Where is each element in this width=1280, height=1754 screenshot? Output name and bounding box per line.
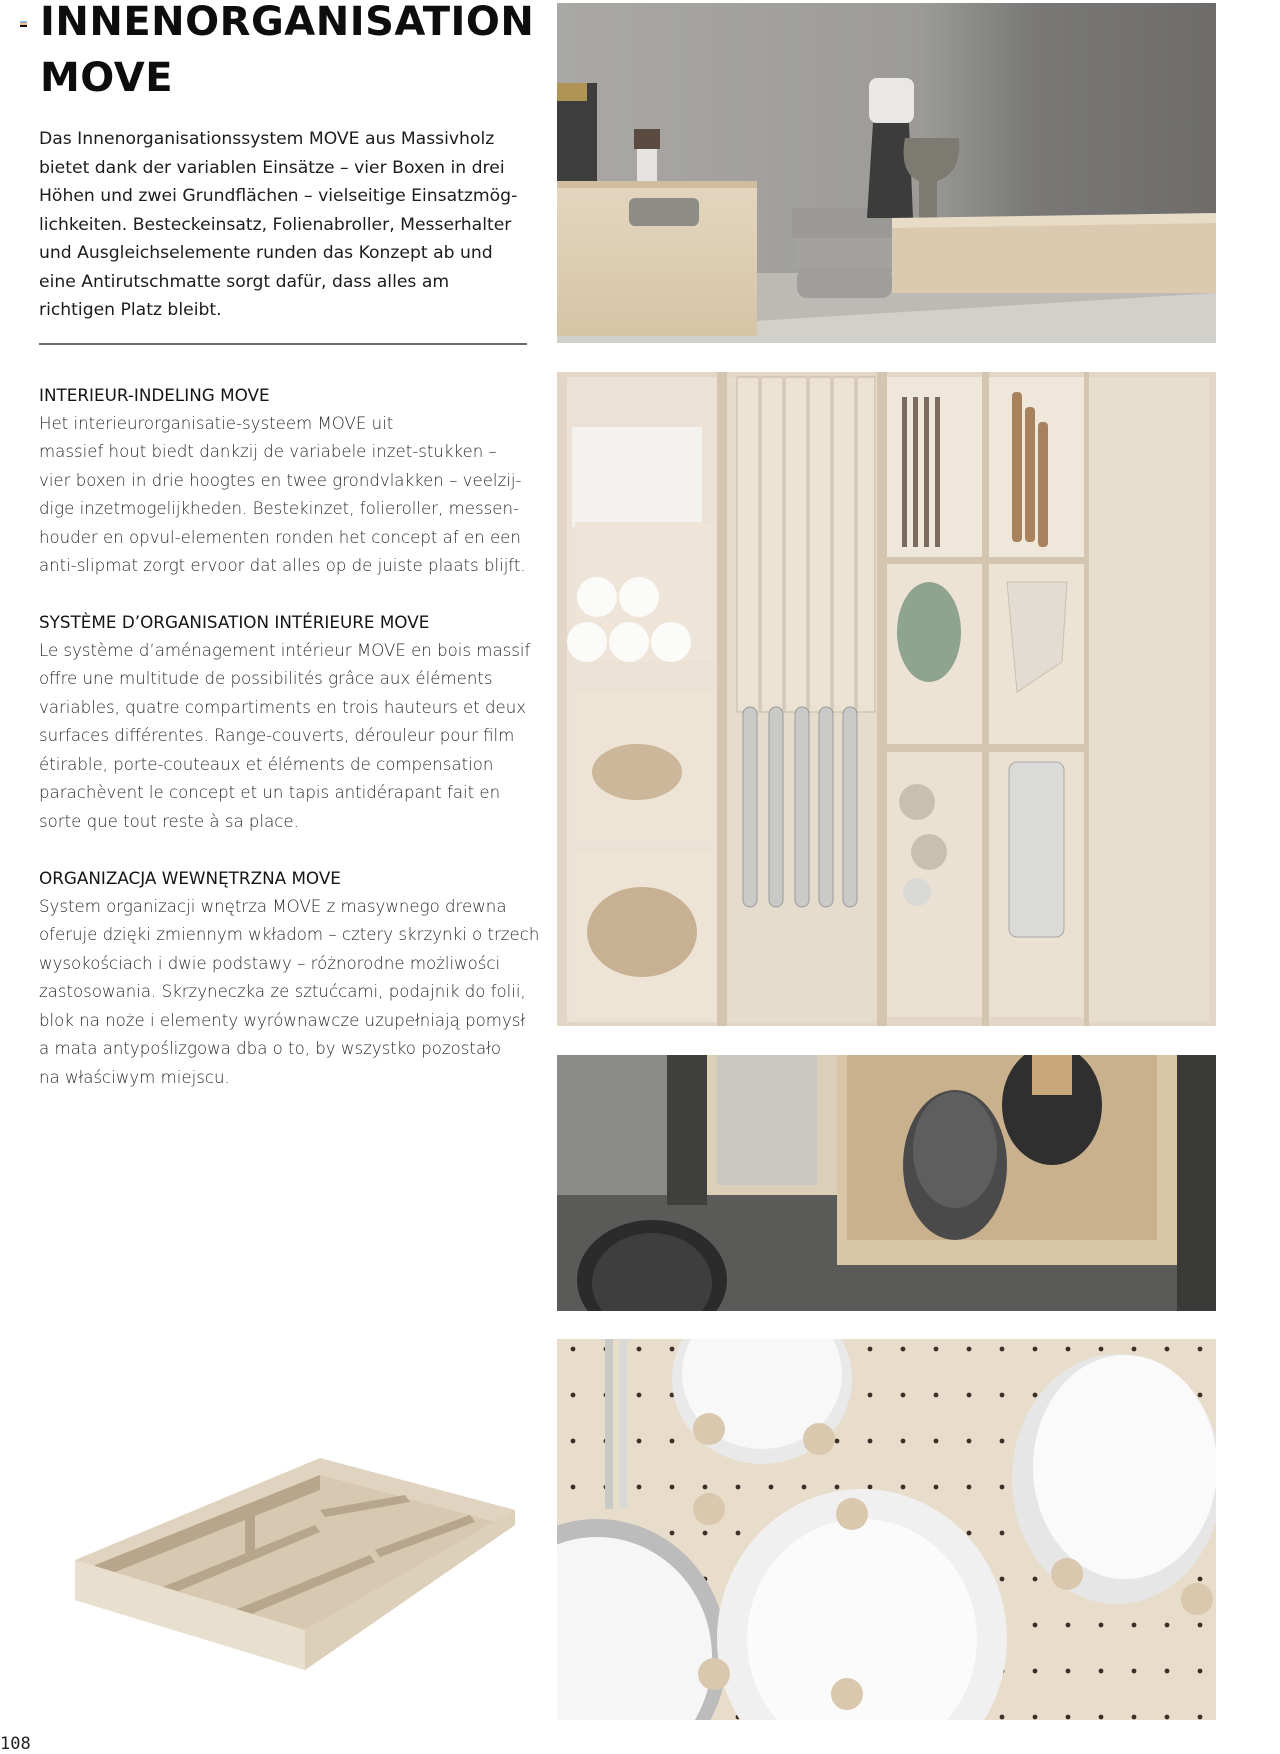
text-line: surfaces différentes. Range-couverts, dérouleur pour film xyxy=(39,726,515,745)
plate-peg-board-illustration xyxy=(557,1339,1216,1720)
section-divider xyxy=(39,343,527,345)
text-line: houder en opvul-elementen ronden het concept af en een xyxy=(39,527,521,547)
shelf-boxes-illustration xyxy=(557,3,1216,343)
marker-bar xyxy=(20,25,27,27)
text-line: oferuje dzięki zmiennym wkładom – cztery skrzynki o trzech xyxy=(39,925,540,944)
text-line: dige inzetmogelijkheden. Bestekinzet, folieroller, messen- xyxy=(39,499,519,518)
text-line: eine Antirutschmatte sorgt dafür, dass alles am xyxy=(39,271,450,292)
section-body-pl xyxy=(39,893,539,1093)
title-line: INNENORGANISATION xyxy=(40,0,535,45)
text-line: richtigen Platz bleibt. xyxy=(39,300,222,320)
section-body-nl xyxy=(39,410,539,581)
text-line: bietet dank der variablen Einsätze – vier Boxen in drei xyxy=(39,157,505,178)
text-line: anti-slipmat zorgt ervoor dat alles op de juiste plaats blijft. xyxy=(39,556,526,575)
text-line: offre une multitude de possibilités grâce aux éléments xyxy=(39,669,493,688)
page-marker-icon xyxy=(20,21,27,27)
text-line: a mata antypoślizgowa dba o to, by wszystko pozostało xyxy=(39,1039,501,1058)
text-line: massief hout biedt dankzij de variabele inzet-stukken – xyxy=(39,442,497,461)
text-line: wysokościach i dwie podstawy – różnorodne możliwości xyxy=(39,953,501,973)
page-number: 108 xyxy=(0,1734,31,1754)
text-line: Het interieurorganisatie-systeem MOVE uit xyxy=(39,413,394,433)
text-line: lichkeiten. Besteckeinsatz, Folienabroller, Messerhalter xyxy=(39,214,512,235)
text-line: étirable, porte-couteaux et éléments de compensation xyxy=(39,754,494,774)
box-insert-photo xyxy=(557,1055,1216,1311)
section-heading-pl: ORGANIZACJA WEWNĘTRZNA MOVE xyxy=(39,868,341,888)
text-line: vier boxen in drie hoogtes en twee grondvlakken – veelzij- xyxy=(39,470,522,490)
cutlery-tray-photo xyxy=(70,1450,530,1670)
text-line: variables, quatre compartiments en trois hauteurs et deux xyxy=(39,697,527,717)
section-body-fr xyxy=(39,637,539,837)
page-title xyxy=(40,0,534,106)
drawer-organizer-photo xyxy=(557,372,1216,1026)
shelf-boxes-photo xyxy=(557,3,1216,343)
drawer-organizer-illustration xyxy=(557,372,1216,1026)
text-line: Das Innenorganisationssystem MOVE aus Massivholz xyxy=(39,129,495,149)
cutlery-tray-illustration xyxy=(70,1450,530,1670)
section-pl xyxy=(39,864,539,1092)
plate-peg-board-photo xyxy=(557,1339,1216,1720)
box-insert-illustration xyxy=(557,1055,1216,1311)
text-line: Höhen und zwei Grundflächen – vielseitige Einsatzmög- xyxy=(39,186,518,206)
title-line: MOVE xyxy=(40,55,174,101)
text-line: Le système d’aménagement intérieur MOVE en bois massif xyxy=(39,640,531,660)
text-line: blok na noże i elementy wyrównawcze uzupełniają pomysł xyxy=(39,1010,526,1030)
section-fr xyxy=(39,608,539,836)
section-nl xyxy=(39,381,539,581)
section-heading-nl: INTERIEUR-INDELING MOVE xyxy=(39,385,270,405)
intro-paragraph-de xyxy=(39,125,539,325)
text-line: na właściwym miejscu. xyxy=(39,1067,230,1087)
text-line: und Ausgleichselemente runden das Konzept ab und xyxy=(39,243,493,263)
text-line: sorte que tout reste à sa place. xyxy=(39,811,299,831)
text-line: parachèvent le concept et un tapis antidérapant fait en xyxy=(39,783,501,802)
section-heading-fr: SYSTÈME D’ORGANISATION INTÉRIEURE MOVE xyxy=(39,612,430,632)
text-line: zastosowania. Skrzyneczka ze sztućcami, podajnik do folii, xyxy=(39,982,526,1001)
text-line: System organizacji wnętrza MOVE z masywnego drewna xyxy=(39,896,507,916)
